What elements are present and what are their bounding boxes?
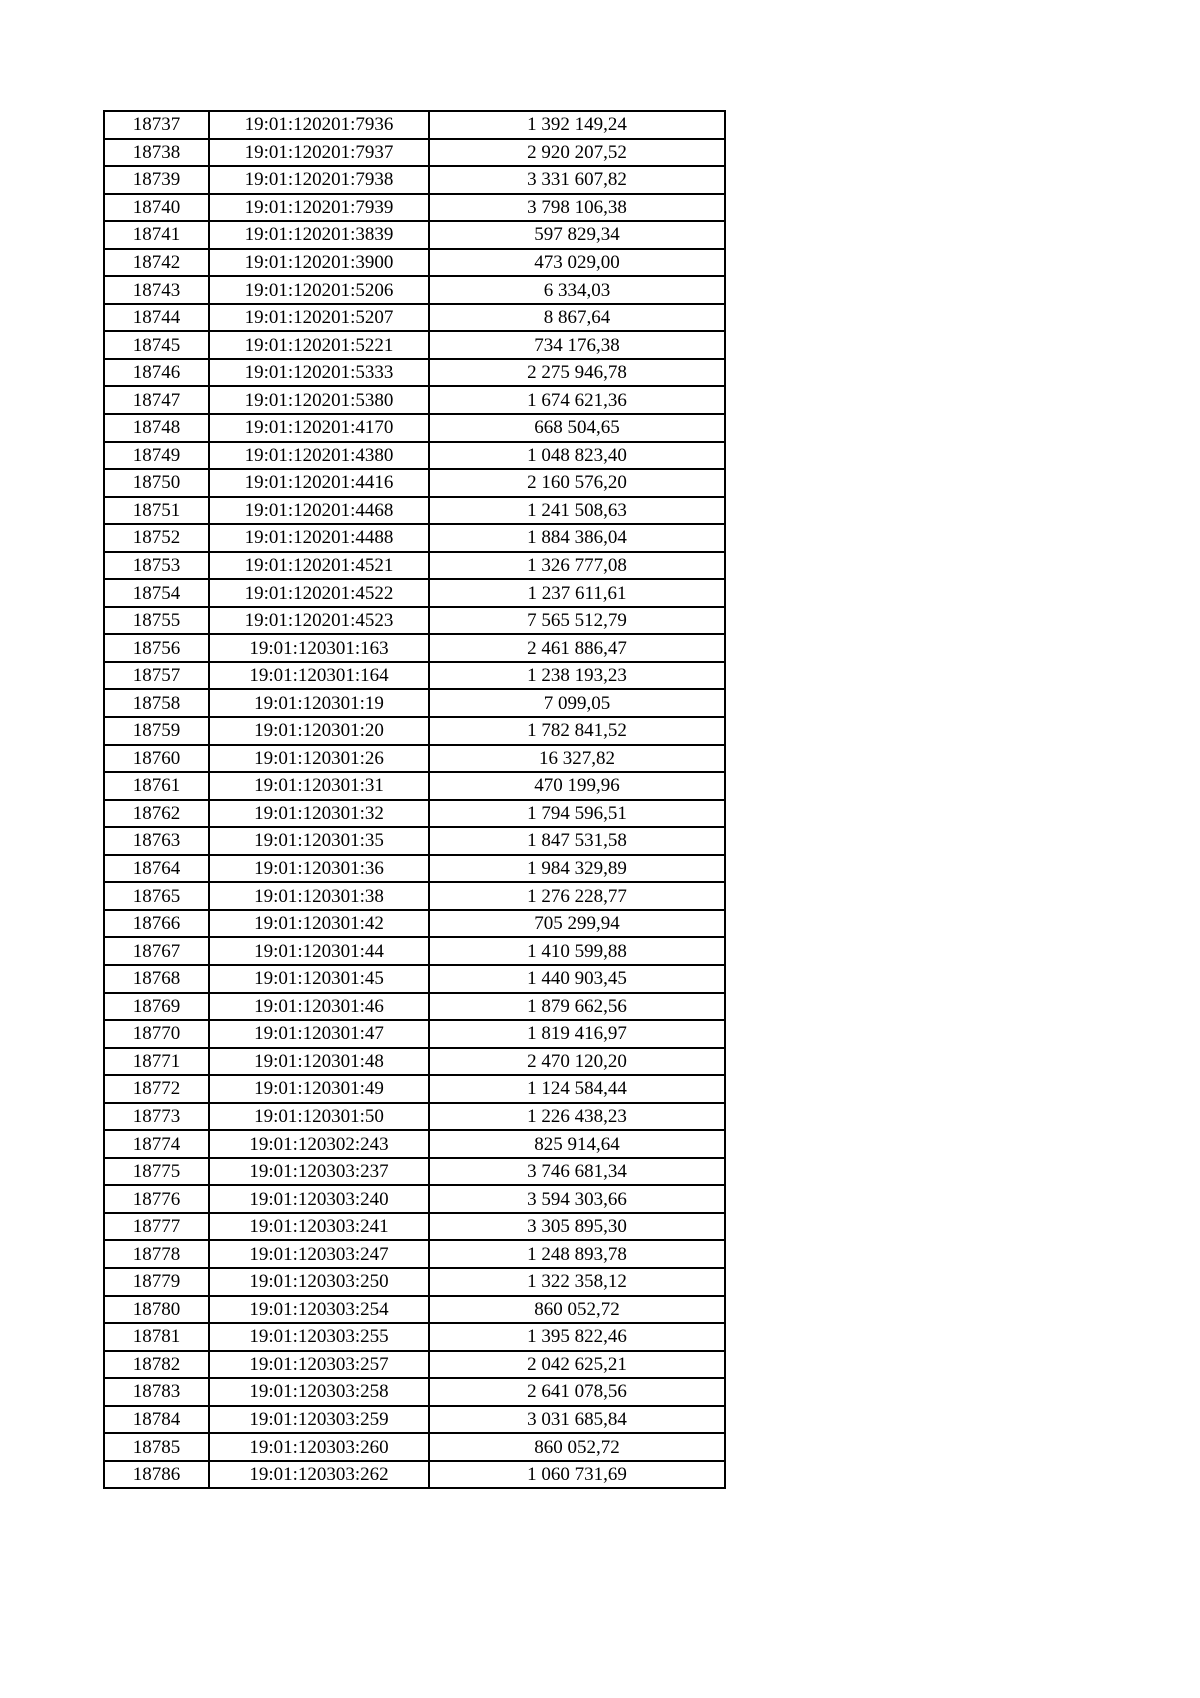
table-row [104,359,725,387]
row-number-cell: 18762 [104,800,209,828]
cadastral-number-cell: 19:01:120303:254 [209,1296,429,1324]
row-number-cell: 18754 [104,579,209,607]
cadastral-number-cell: 19:01:120301:164 [209,662,429,690]
row-number-cell: 18765 [104,882,209,910]
row-number-cell: 18779 [104,1268,209,1296]
value-cell: 1 782 841,52 [429,717,725,745]
cadastral-number-cell: 19:01:120201:4523 [209,607,429,635]
table-row [104,1240,725,1268]
table-row [104,717,725,745]
row-number-cell: 18761 [104,772,209,800]
table-row [104,1130,725,1158]
table-row [104,882,725,910]
row-number-cell: 18784 [104,1406,209,1434]
value-cell: 3 305 895,30 [429,1213,725,1241]
row-number-cell: 18780 [104,1296,209,1324]
cadastral-number-cell: 19:01:120301:49 [209,1075,429,1103]
row-number-cell: 18781 [104,1323,209,1351]
value-cell: 1 879 662,56 [429,993,725,1021]
table-row [104,689,725,717]
cadastral-number-cell: 19:01:120301:31 [209,772,429,800]
value-cell: 1 322 358,12 [429,1268,725,1296]
value-cell: 2 920 207,52 [429,139,725,167]
row-number-cell: 18785 [104,1433,209,1461]
row-number-cell: 18766 [104,910,209,938]
row-number-cell: 18769 [104,993,209,1021]
value-cell: 1 794 596,51 [429,800,725,828]
table-row [104,166,725,194]
value-cell: 2 275 946,78 [429,359,725,387]
row-number-cell: 18742 [104,249,209,277]
table-row [104,1213,725,1241]
value-cell: 705 299,94 [429,910,725,938]
value-cell: 1 237 611,61 [429,579,725,607]
table-row [104,827,725,855]
cadastral-number-cell: 19:01:120201:4380 [209,442,429,470]
cadastral-number-cell: 19:01:120303:250 [209,1268,429,1296]
table-row [104,1406,725,1434]
table-row [104,772,725,800]
table-row [104,1048,725,1076]
cadastral-number-cell: 19:01:120303:237 [209,1158,429,1186]
table-row [104,1296,725,1324]
cadastral-number-cell: 19:01:120302:243 [209,1130,429,1158]
value-cell: 3 798 106,38 [429,194,725,222]
table-row [104,386,725,414]
row-number-cell: 18770 [104,1020,209,1048]
row-number-cell: 18743 [104,276,209,304]
table-row [104,111,725,139]
table-row [104,1268,725,1296]
value-cell: 2 160 576,20 [429,469,725,497]
row-number-cell: 18759 [104,717,209,745]
value-cell: 7 099,05 [429,689,725,717]
table-row [104,800,725,828]
cadastral-number-cell: 19:01:120303:255 [209,1323,429,1351]
value-cell: 3 331 607,82 [429,166,725,194]
cadastral-number-cell: 19:01:120301:44 [209,937,429,965]
value-cell: 825 914,64 [429,1130,725,1158]
value-cell: 470 199,96 [429,772,725,800]
table-row [104,331,725,359]
cadastral-number-cell: 19:01:120303:262 [209,1461,429,1489]
table-row [104,497,725,525]
table-row [104,221,725,249]
row-number-cell: 18740 [104,194,209,222]
value-cell: 7 565 512,79 [429,607,725,635]
table-row [104,276,725,304]
value-cell: 1 984 329,89 [429,855,725,883]
table-row [104,1323,725,1351]
value-cell: 16 327,82 [429,745,725,773]
row-number-cell: 18757 [104,662,209,690]
row-number-cell: 18749 [104,442,209,470]
table-row [104,304,725,332]
row-number-cell: 18741 [104,221,209,249]
row-number-cell: 18767 [104,937,209,965]
cadastral-number-cell: 19:01:120301:35 [209,827,429,855]
table-row [104,937,725,965]
cadastral-number-cell: 19:01:120201:5207 [209,304,429,332]
cadastral-number-cell: 19:01:120201:5221 [209,331,429,359]
value-cell: 3 746 681,34 [429,1158,725,1186]
cadastral-number-cell: 19:01:120303:257 [209,1351,429,1379]
table-row [104,524,725,552]
value-cell: 1 248 893,78 [429,1240,725,1268]
cadastral-number-cell: 19:01:120201:5333 [209,359,429,387]
row-number-cell: 18776 [104,1185,209,1213]
row-number-cell: 18783 [104,1378,209,1406]
cadastral-number-cell: 19:01:120201:4488 [209,524,429,552]
row-number-cell: 18777 [104,1213,209,1241]
table-row [104,1378,725,1406]
table-row [104,855,725,883]
value-cell: 1 395 822,46 [429,1323,725,1351]
value-cell: 1 060 731,69 [429,1461,725,1489]
row-number-cell: 18753 [104,552,209,580]
row-number-cell: 18775 [104,1158,209,1186]
value-cell: 1 276 228,77 [429,882,725,910]
row-number-cell: 18756 [104,634,209,662]
value-cell: 3 594 303,66 [429,1185,725,1213]
cadastral-number-cell: 19:01:120301:19 [209,689,429,717]
cadastral-value-table [103,110,726,1489]
value-cell: 1 410 599,88 [429,937,725,965]
value-cell: 1 674 621,36 [429,386,725,414]
cadastral-number-cell: 19:01:120301:50 [209,1103,429,1131]
value-cell: 473 029,00 [429,249,725,277]
row-number-cell: 18760 [104,745,209,773]
row-number-cell: 18778 [104,1240,209,1268]
cadastral-number-cell: 19:01:120301:48 [209,1048,429,1076]
cadastral-number-cell: 19:01:120303:241 [209,1213,429,1241]
cadastral-number-cell: 19:01:120301:26 [209,745,429,773]
table-row [104,1020,725,1048]
cadastral-number-cell: 19:01:120301:32 [209,800,429,828]
cadastral-number-cell: 19:01:120303:247 [209,1240,429,1268]
value-cell: 1 124 584,44 [429,1075,725,1103]
cadastral-number-cell: 19:01:120201:4522 [209,579,429,607]
row-number-cell: 18768 [104,965,209,993]
cadastral-number-cell: 19:01:120201:7939 [209,194,429,222]
cadastral-number-cell: 19:01:120303:258 [209,1378,429,1406]
cadastral-number-cell: 19:01:120301:47 [209,1020,429,1048]
table-row [104,662,725,690]
cadastral-number-cell: 19:01:120301:36 [209,855,429,883]
row-number-cell: 18750 [104,469,209,497]
cadastral-number-cell: 19:01:120201:5380 [209,386,429,414]
table-row [104,442,725,470]
table-row [104,249,725,277]
table-row [104,634,725,662]
row-number-cell: 18748 [104,414,209,442]
cadastral-number-cell: 19:01:120201:5206 [209,276,429,304]
value-cell: 2 470 120,20 [429,1048,725,1076]
value-cell: 1 847 531,58 [429,827,725,855]
value-cell: 734 176,38 [429,331,725,359]
value-cell: 8 867,64 [429,304,725,332]
row-number-cell: 18745 [104,331,209,359]
row-number-cell: 18782 [104,1351,209,1379]
row-number-cell: 18744 [104,304,209,332]
value-cell: 1 226 438,23 [429,1103,725,1131]
row-number-cell: 18774 [104,1130,209,1158]
cadastral-number-cell: 19:01:120301:45 [209,965,429,993]
table-row [104,910,725,938]
row-number-cell: 18755 [104,607,209,635]
cadastral-number-cell: 19:01:120303:259 [209,1406,429,1434]
value-cell: 2 461 886,47 [429,634,725,662]
cadastral-number-cell: 19:01:120201:7936 [209,111,429,139]
value-cell: 3 031 685,84 [429,1406,725,1434]
table-body [104,111,725,1488]
cadastral-number-cell: 19:01:120303:240 [209,1185,429,1213]
value-cell: 6 334,03 [429,276,725,304]
row-number-cell: 18737 [104,111,209,139]
table-row [104,1103,725,1131]
cadastral-number-cell: 19:01:120201:4521 [209,552,429,580]
value-cell: 1 048 823,40 [429,442,725,470]
cadastral-number-cell: 19:01:120301:46 [209,993,429,1021]
row-number-cell: 18751 [104,497,209,525]
table-row [104,993,725,1021]
table-row [104,1351,725,1379]
cadastral-number-cell: 19:01:120201:4416 [209,469,429,497]
value-cell: 2 042 625,21 [429,1351,725,1379]
row-number-cell: 18764 [104,855,209,883]
cadastral-number-cell: 19:01:120201:3839 [209,221,429,249]
value-cell: 597 829,34 [429,221,725,249]
cadastral-number-cell: 19:01:120201:3900 [209,249,429,277]
table-row [104,194,725,222]
cadastral-number-cell: 19:01:120301:38 [209,882,429,910]
row-number-cell: 18763 [104,827,209,855]
value-cell: 1 440 903,45 [429,965,725,993]
table-row [104,607,725,635]
value-cell: 1 238 193,23 [429,662,725,690]
row-number-cell: 18773 [104,1103,209,1131]
table-row [104,745,725,773]
row-number-cell: 18758 [104,689,209,717]
cadastral-number-cell: 19:01:120301:42 [209,910,429,938]
table-row [104,1075,725,1103]
row-number-cell: 18752 [104,524,209,552]
value-cell: 860 052,72 [429,1433,725,1461]
table-row [104,414,725,442]
table-row [104,1433,725,1461]
value-cell: 2 641 078,56 [429,1378,725,1406]
value-cell: 1 326 777,08 [429,552,725,580]
value-cell: 1 819 416,97 [429,1020,725,1048]
table-row [104,1461,725,1489]
cadastral-number-cell: 19:01:120201:4468 [209,497,429,525]
table-row [104,139,725,167]
table-row [104,579,725,607]
table-row [104,1185,725,1213]
cadastral-number-cell: 19:01:120301:163 [209,634,429,662]
value-cell: 1 241 508,63 [429,497,725,525]
cadastral-number-cell: 19:01:120201:4170 [209,414,429,442]
value-cell: 1 884 386,04 [429,524,725,552]
cadastral-number-cell: 19:01:120201:7938 [209,166,429,194]
value-cell: 1 392 149,24 [429,111,725,139]
row-number-cell: 18771 [104,1048,209,1076]
row-number-cell: 18738 [104,139,209,167]
row-number-cell: 18747 [104,386,209,414]
row-number-cell: 18746 [104,359,209,387]
table-row [104,965,725,993]
value-cell: 668 504,65 [429,414,725,442]
cadastral-number-cell: 19:01:120303:260 [209,1433,429,1461]
row-number-cell: 18739 [104,166,209,194]
value-cell: 860 052,72 [429,1296,725,1324]
cadastral-number-cell: 19:01:120301:20 [209,717,429,745]
row-number-cell: 18786 [104,1461,209,1489]
table-row [104,469,725,497]
table-row [104,1158,725,1186]
table-row [104,552,725,580]
cadastral-number-cell: 19:01:120201:7937 [209,139,429,167]
row-number-cell: 18772 [104,1075,209,1103]
